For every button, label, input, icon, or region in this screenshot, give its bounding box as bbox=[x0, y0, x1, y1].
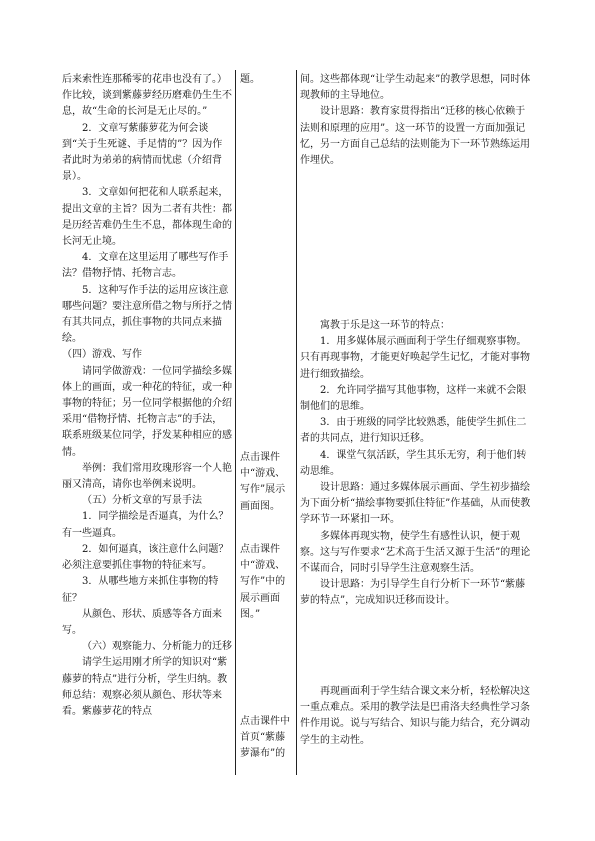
feature-4: 4．课堂气氛活跃，学生其乐无穷，利于他们转动思维。 bbox=[300, 449, 527, 477]
table-divider-left bbox=[235, 70, 236, 775]
design-idea-1: 设计思路：教育家贯得指出“迁移的核心依赖于法则和原理的应用”。这一环节的设置一方面加强记忆，另一方面自己总结的法则能为下一环节熟练运用作埋伏。 bbox=[300, 106, 530, 167]
game-instructions: 请同学做游戏：一位同学描绘多媒体上的画面，或一种花的特征，或一种事物的特征；另一位同学根据他的介绍采用“借物抒情、托物言志”的手法，联系班级某位同学，抒发某种相应的感情。 bbox=[62, 365, 232, 458]
question-5: 5．这种写作手法的运用应该注意哪些问题？要注意所借之物与所抒之情有其共同点，抓住事物的共同点来描绘。 bbox=[62, 284, 232, 345]
question-3: 3．文章如何把花和人联系起来，提出文章的主旨？因为二者有共性：都是历经苦难仍生生不息，都体现生命的长河无止境。 bbox=[62, 187, 232, 248]
question-q3: 3．从哪些地方来抓住事物的特征？ bbox=[62, 576, 219, 604]
design-idea-2: 设计思路：通过多媒体展示画面、学生初步描绘为下面分析“描绘事物要抓住特征”作基础，从而使教学环节一环紧扣一环。 bbox=[300, 482, 531, 526]
feature-1: 1．用多媒体展示画面利于学生仔细观察事物。只有再现事物，才能更好唤起学生记忆，才能对事物进行细致描绘。 bbox=[300, 336, 530, 380]
features-heading: 寓教于乐是这一环节的特点： bbox=[320, 320, 450, 331]
question-2: 2．文章写紫藤萝花为何会谈到“关于生死谜、手足情的”？因为作者此时为弟弟的病情而忧虑（介绍背景）。 bbox=[62, 122, 223, 183]
question-q1: 1．同学描绘是否逼真，为什么？有一些逼真。 bbox=[62, 511, 229, 539]
design-idea-3: 设计思路：为引导学生自行分析下一环节“紫藤萝的特点”，完成知识迁移而设计。 bbox=[300, 579, 526, 607]
media-note-1: 点击课件中“游戏、写作”展示画面图。 bbox=[240, 452, 286, 512]
example-text: 举例：我们常用玫瑰形容一个人艳丽又清高，请你也举例来说明。 bbox=[62, 462, 232, 491]
teaching-process-column bbox=[62, 72, 232, 720]
media-note-3: 点击课件中首页“紫藤萝瀑布”的 bbox=[240, 716, 290, 760]
question-q2: 2．如何逼真，该注意什么问题？必须注意要抓住事物的特征来写。 bbox=[62, 543, 229, 572]
question-4: 4．文章在这里运用了哪些写作手法？借物抒情、托物言志。 bbox=[62, 252, 229, 280]
answer-q3: 从颜色、形状、质感等各方面来写。 bbox=[62, 608, 222, 636]
media-column bbox=[240, 72, 292, 760]
feature-2: 2．允许同学描写其他事物，这样一来就不会限制他们的思维。 bbox=[300, 384, 527, 413]
final-paragraph: 请学生运用刚才所学的知识对“紫藤萝的特点”进行分析，学生归纳。教师总结：观察必须从颜色、形状等来看。紫藤萝花的特点 bbox=[62, 657, 228, 717]
section-heading-4: （四）游戏、写作 bbox=[62, 349, 142, 361]
section-heading-5: （五）分析文章的写景手法 bbox=[82, 495, 202, 507]
feature-3: 3．由于班级的同学比较熟悉，能使学生抓住二者的共同点，进行知识迁移。 bbox=[300, 417, 527, 445]
media-note-top: 题。 bbox=[240, 74, 260, 85]
table-divider-right bbox=[296, 70, 297, 775]
paragraph: 后来索性连那稀零的花串也没有了。）作比较，谈到紫藤萝经历磨难仍生生不息，故“生命的长河是无止尽的。” bbox=[62, 74, 232, 118]
media-note-2: 点击课件中“游戏、写作”中的展示画面图。” bbox=[240, 544, 286, 620]
analysis-note: 再现画面利于学生结合课文来分析，轻松解决这一重点难点。采用的教学法是巴甫洛夫经典性学习条件作用说。说与写结合、知识与能力结合，充分调动学生的主动性。 bbox=[300, 686, 530, 746]
section-heading-6: （六）观察能力、分析能力的迁移 bbox=[82, 641, 232, 653]
rationale-paragraph: 间。这些都体现“让学生动起来”的教学思想，同时体现教师的主导地位。 bbox=[300, 74, 531, 102]
multimedia-note: 多媒体再现实物，使学生有感性认识，便于观察。这与写作要求“艺术高于生活又源于生活”的理论不谋而合，同时引导学生注意观察生活。 bbox=[300, 530, 531, 575]
design-rationale-column bbox=[300, 72, 533, 746]
